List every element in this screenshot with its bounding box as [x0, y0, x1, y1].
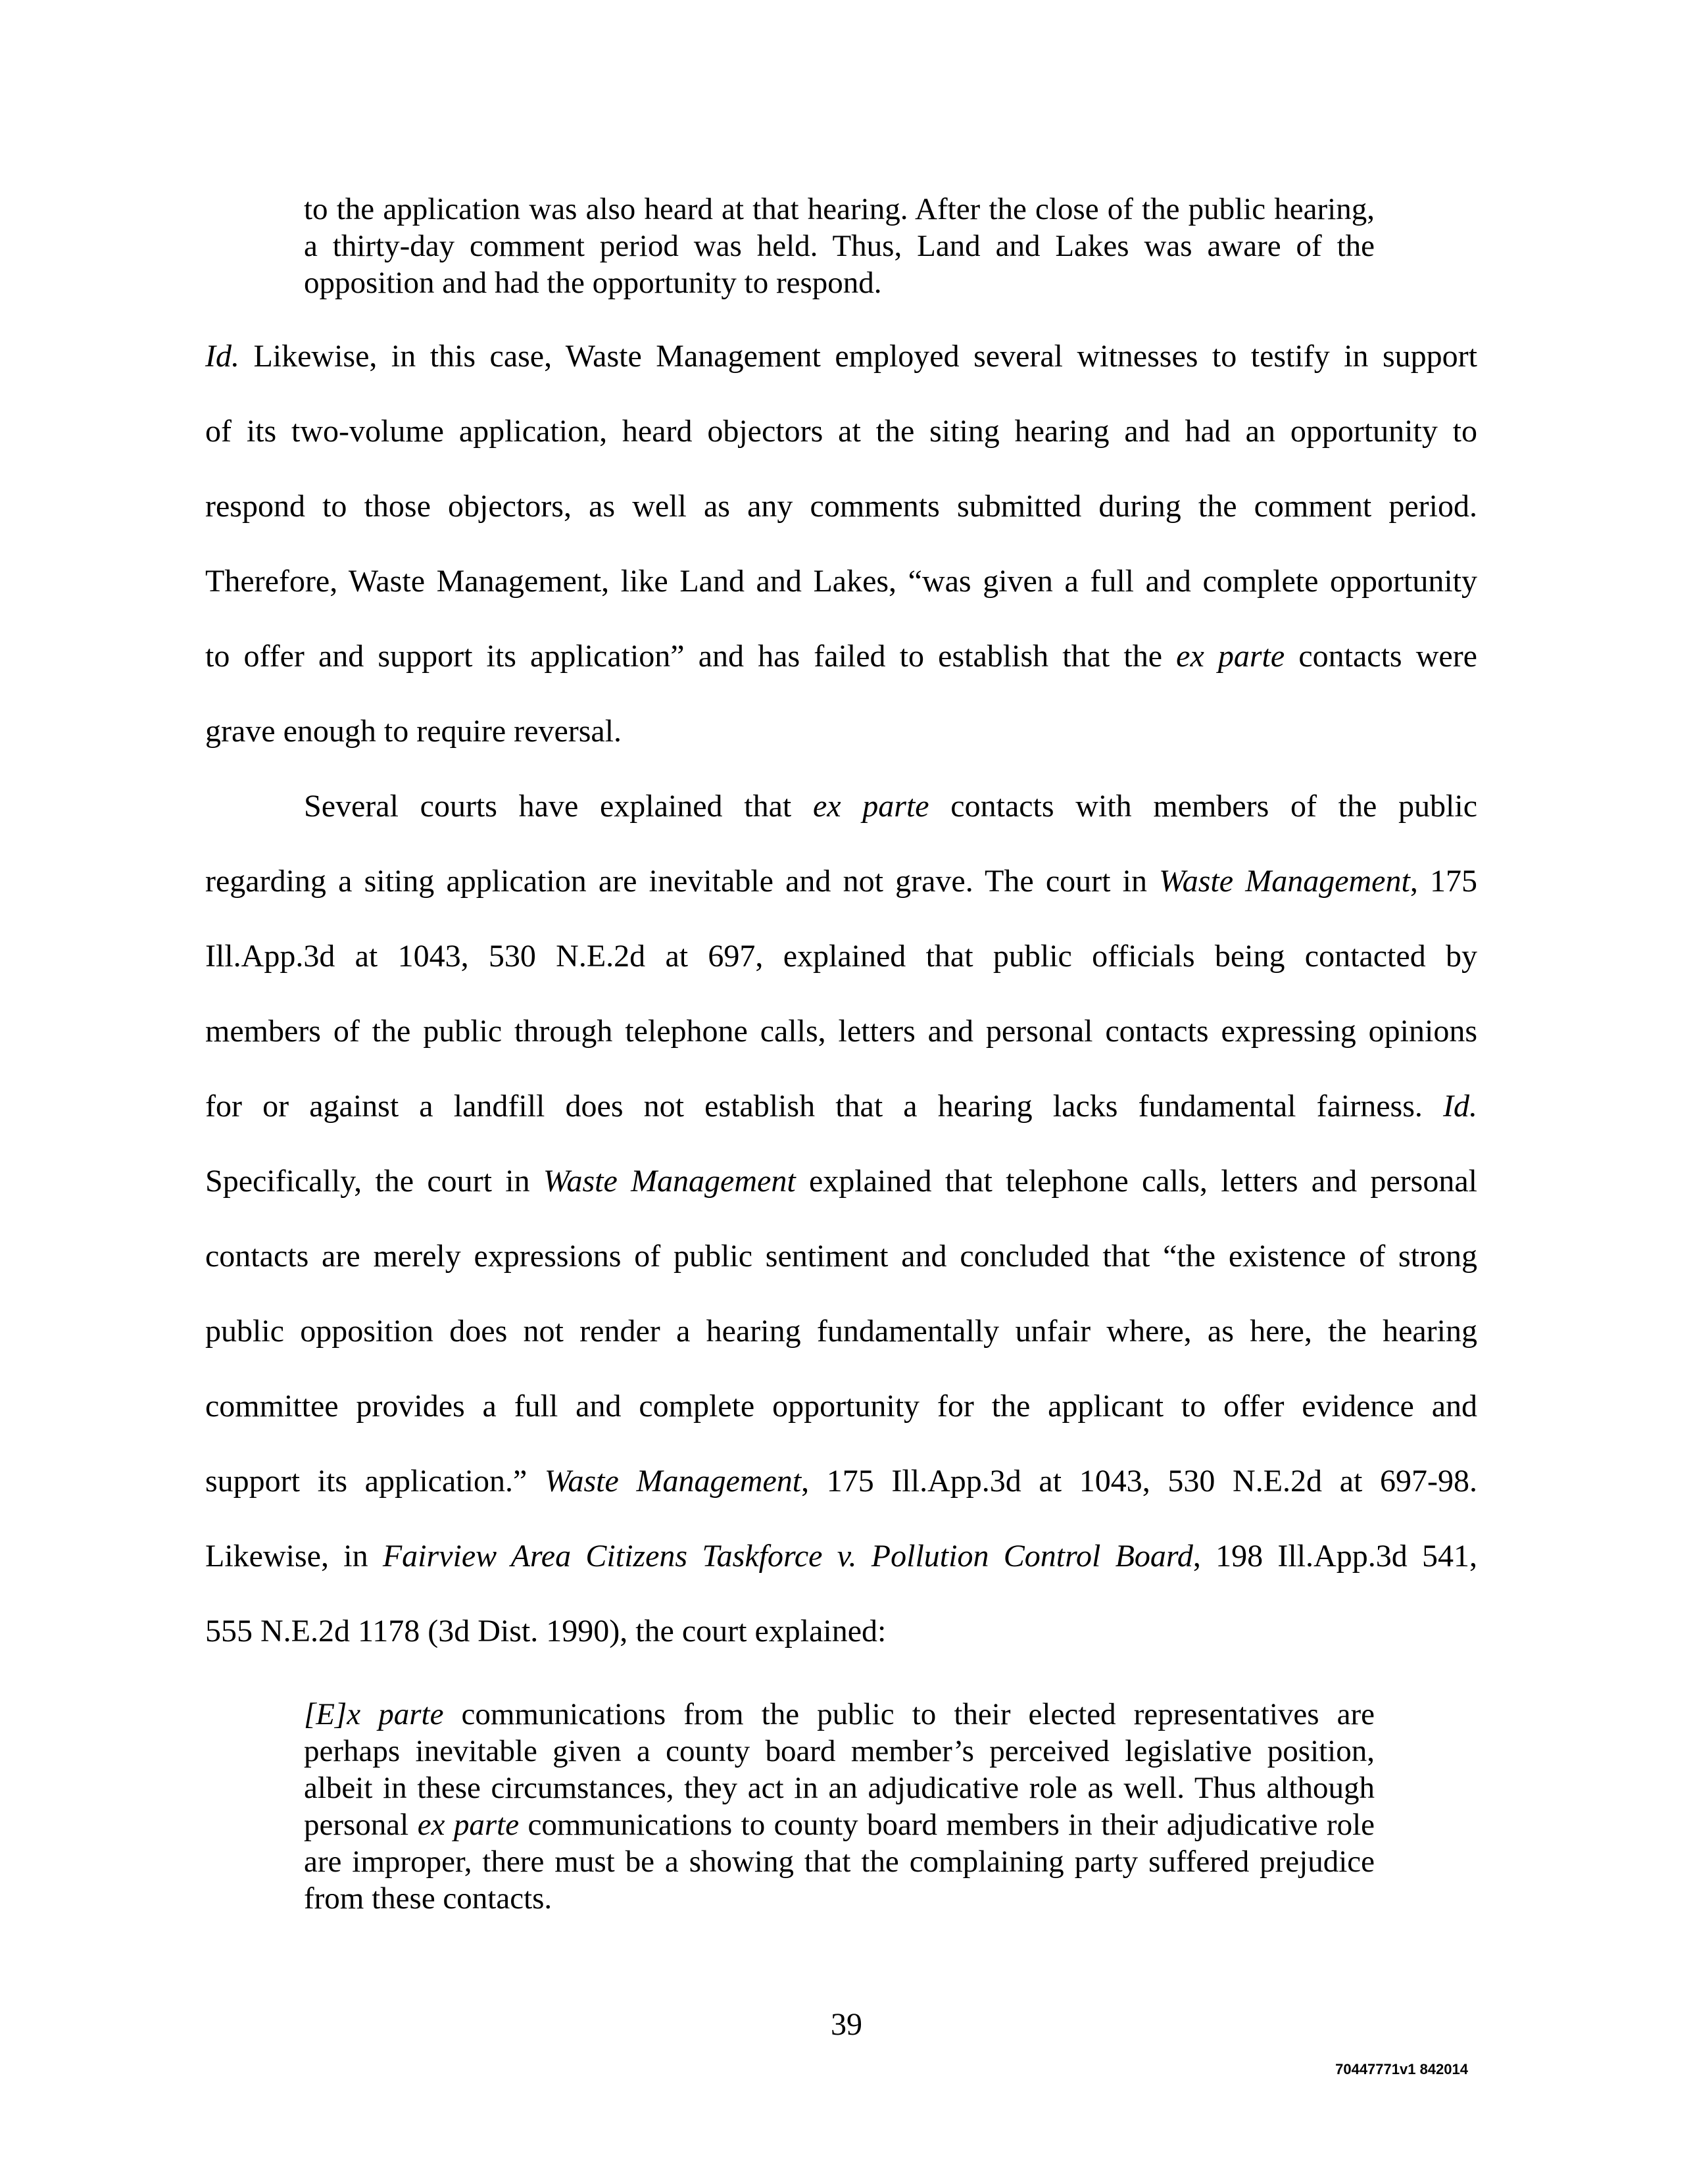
citation-id: Id. — [205, 339, 239, 374]
paragraph-2-line-6 — [205, 1162, 1477, 1201]
paragraph-1-line-1 — [205, 337, 1477, 376]
paragraph-1-line-2: of its two-volume application, heard objectors at the siting hearing and had an opportunity to — [205, 414, 1477, 449]
citation-id: Id. — [1443, 1089, 1477, 1124]
text: communications from the public to their elected representatives are perhaps inevitable given a county board member’s perceived legislative position, albeit in these circumstances, they act in an adjudicative role as well. Thus although personal — [304, 1697, 1375, 1842]
paragraph-2-line-3: Ill.App.3d at 1043, 530 N.E.2d at 697, explained that public officials being contacted by — [205, 939, 1477, 974]
text: , 198 Ill.App.3d 541, — [1192, 1539, 1478, 1574]
text: explained that telephone calls, letters and personal — [795, 1164, 1477, 1199]
italic-term: [E]x parte — [304, 1697, 444, 1731]
paragraph-2-line-10 — [205, 1462, 1477, 1501]
paragraph-1-line-3: respond to those objectors, as well as any comments submitted during the comment period. — [205, 489, 1477, 524]
text: Likewise, in this case, Waste Management employed several witnesses to testify in support — [239, 339, 1477, 374]
paragraph-2-line-5 — [205, 1087, 1477, 1126]
paragraph-1-line-6: grave enough to require reversal. — [205, 714, 622, 749]
text: for or against a landfill does not establish that a hearing lacks fundamental fairness. — [205, 1089, 1444, 1124]
block-quote-1: to the application was also heard at that hearing. After the close of the public hearing, a thirty-day comment period was held. Thus, Land and Lakes was aware of the opposition and had the opportunity to respond. — [304, 192, 1375, 300]
document-id: 70447771v1 842014 — [1335, 2061, 1468, 2077]
italic-term: ex parte — [417, 1808, 520, 1842]
paragraph-1-line-5 — [205, 637, 1477, 676]
text: to offer and support its application” and has failed to establish that the — [205, 639, 1177, 674]
paragraph-2-line-12: 555 N.E.2d 1178 (3d Dist. 1990), the court explained: — [205, 1614, 887, 1649]
case-name: Waste Management — [544, 1464, 802, 1499]
text: contacts with members of the public — [929, 789, 1477, 824]
page-number: 39 — [831, 2007, 862, 2042]
text: Likewise, in — [205, 1539, 383, 1574]
text: communications to county board members in their adjudicative role are improper, there must be a showing that the complaining party suffered prejudice from these contacts. — [304, 1808, 1375, 1916]
paragraph-2-line-2 — [205, 862, 1477, 901]
paragraph-2-line-7: contacts are merely expressions of public sentiment and concluded that “the existence of strong — [205, 1239, 1477, 1274]
text: , 175 — [1410, 864, 1478, 899]
block-quote-2 — [304, 1696, 1375, 1917]
text: contacts were — [1285, 639, 1477, 674]
italic-term: ex parte — [1176, 639, 1285, 674]
case-name: Waste Management — [1159, 864, 1410, 899]
paragraph-2-line-4: members of the public through telephone calls, letters and personal contacts expressing opinions — [205, 1014, 1477, 1049]
paragraph-2-line-9: committee provides a full and complete opportunity for the applicant to offer evidence and — [205, 1389, 1477, 1424]
paragraph-2-line-1 — [304, 787, 1477, 826]
text: Several courts have explained that — [304, 789, 813, 824]
text: regarding a siting application are inevitable and not grave. The court in — [205, 864, 1160, 899]
text: , 175 Ill.App.3d at 1043, 530 N.E.2d at 697-98. — [801, 1464, 1477, 1499]
text: support its application.” — [205, 1464, 545, 1499]
paragraph-1-line-4: Therefore, Waste Management, like Land and Lakes, “was given a full and complete opportunity — [205, 564, 1477, 599]
italic-term: ex parte — [812, 789, 929, 824]
paragraph-2-line-8: public opposition does not render a hearing fundamentally unfair where, as here, the hearing — [205, 1314, 1477, 1349]
case-name: Fairview Area Citizens Taskforce v. Pollution Control Board — [382, 1539, 1193, 1574]
case-name: Waste Management — [543, 1164, 796, 1199]
paragraph-2-line-11 — [205, 1537, 1477, 1576]
text: Specifically, the court in — [205, 1164, 543, 1199]
